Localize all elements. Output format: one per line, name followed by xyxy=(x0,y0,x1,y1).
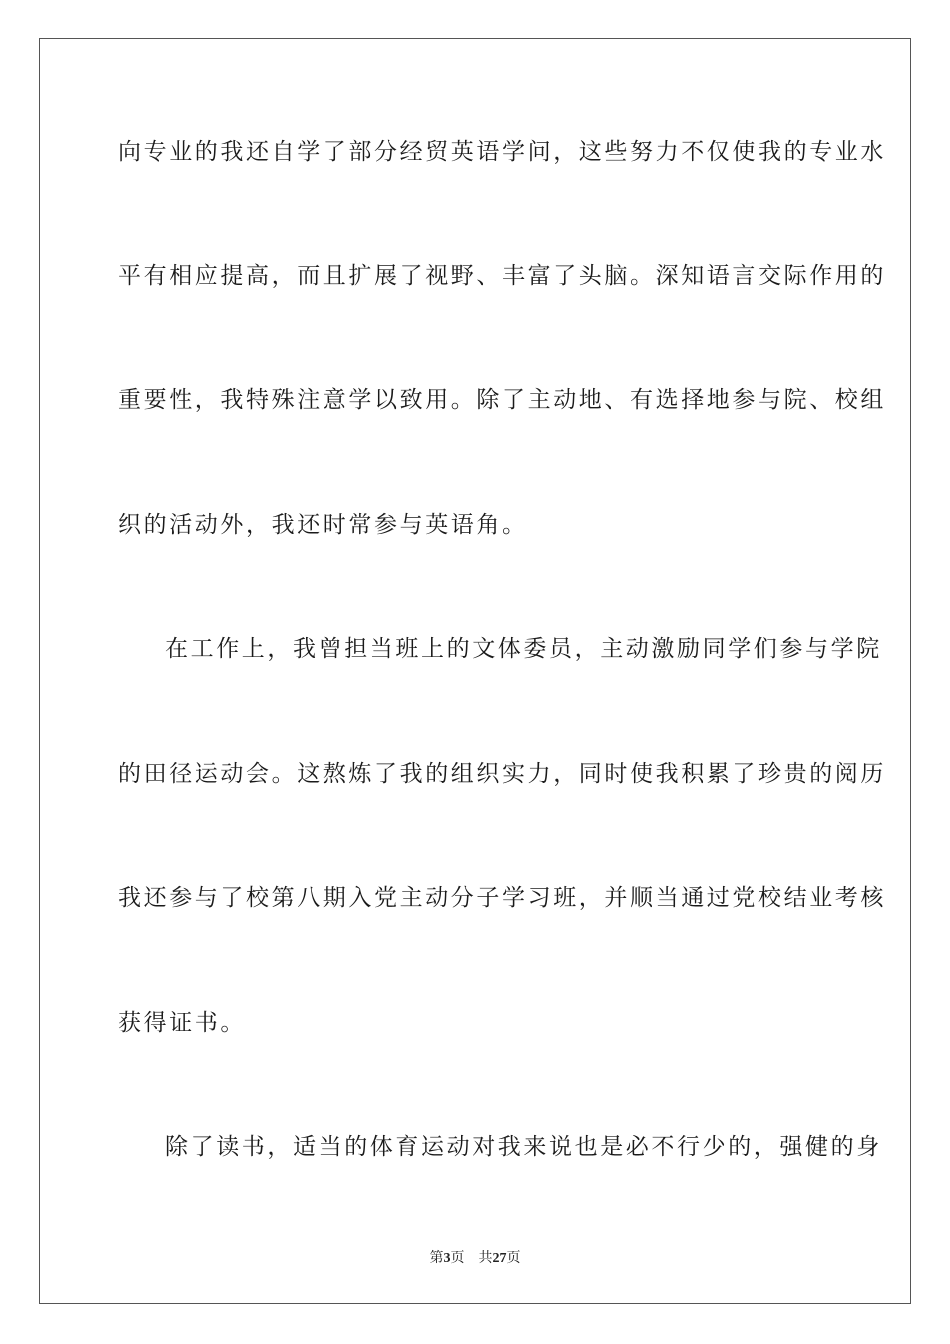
body-text-line: 获得证书。 xyxy=(118,1010,246,1036)
page-label-prefix: 第 xyxy=(429,1251,444,1266)
body-text-line: 平有相应提高，而且扩展了视野、丰富了头脑。深知语言交际作用的 xyxy=(118,263,886,289)
page-number: 3 xyxy=(443,1251,451,1266)
body-text-line: 重要性，我特殊注意学以致用。除了主动地、有选择地参与院、校组 xyxy=(118,387,886,413)
paragraph-first-line: 除了读书，适当的体育运动对我来说也是必不行少的，强健的身 xyxy=(165,1134,882,1160)
page-footer xyxy=(0,1247,950,1267)
body-text-line: 我还参与了校第八期入党主动分子学习班，并顺当通过党校结业考核 xyxy=(118,885,886,911)
total-pages: 27 xyxy=(492,1251,507,1266)
body-text-line: 的田径运动会。这熬炼了我的组织实力，同时使我积累了珍贵的阅历 xyxy=(118,761,886,787)
body-text-line: 织的活动外，我还时常参与英语角。 xyxy=(118,512,528,538)
page-border xyxy=(39,38,911,1304)
total-label-suffix: 页 xyxy=(506,1251,521,1266)
body-text-line: 向专业的我还自学了部分经贸英语学问，这些努力不仅使我的专业水 xyxy=(118,139,886,165)
page-label-suffix: 页 xyxy=(450,1251,465,1266)
paragraph-first-line: 在工作上，我曾担当班上的文体委员，主动激励同学们参与学院 xyxy=(165,636,882,662)
total-label-prefix: 共 xyxy=(478,1251,493,1266)
